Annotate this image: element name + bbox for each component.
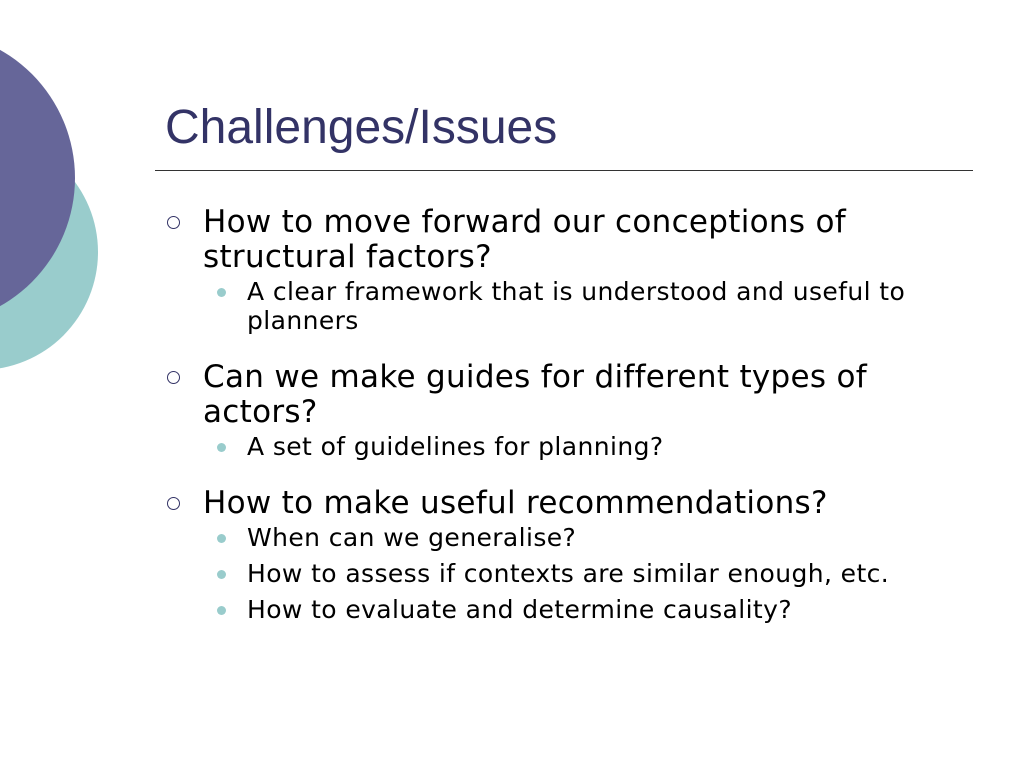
sub-bullet-list xyxy=(203,523,980,624)
sub-bullet-list xyxy=(203,432,980,461)
dot-bullet-icon xyxy=(217,534,226,543)
decorative-circles xyxy=(0,0,120,420)
slide-title: Challenges/Issues xyxy=(165,101,558,154)
sub-bullet-text: How to evaluate and determine causality? xyxy=(247,595,793,624)
sub-bullet-text: A clear framework that is understood and useful to planners xyxy=(247,277,906,335)
dot-bullet-icon xyxy=(217,606,226,615)
bullet-list xyxy=(160,205,980,624)
dot-bullet-icon xyxy=(217,443,226,452)
sub-bullet-item xyxy=(203,523,980,552)
hollow-circle-bullet-icon xyxy=(167,216,180,229)
bullet-item xyxy=(160,360,980,461)
title-divider xyxy=(155,170,973,171)
dot-bullet-icon xyxy=(217,288,226,297)
sub-bullet-item xyxy=(203,277,980,335)
sub-bullet-text: When can we generalise? xyxy=(247,523,577,552)
bullet-text: Can we make guides for different types of actors? xyxy=(203,359,867,430)
sub-bullet-text: How to assess if contexts are similar enough, etc. xyxy=(247,559,890,588)
sub-bullet-item xyxy=(203,559,980,588)
sub-bullet-text: A set of guidelines for planning? xyxy=(247,432,664,461)
sub-bullet-list xyxy=(203,277,980,335)
bullet-text: How to move forward our conceptions of structural factors? xyxy=(203,204,846,275)
sub-bullet-item xyxy=(203,432,980,461)
bullet-item xyxy=(160,486,980,624)
bullet-text: How to make useful recommendations? xyxy=(203,485,828,521)
sub-bullet-item xyxy=(203,595,980,624)
hollow-circle-bullet-icon xyxy=(167,497,180,510)
bullet-item xyxy=(160,205,980,335)
hollow-circle-bullet-icon xyxy=(167,371,180,384)
dot-bullet-icon xyxy=(217,570,226,579)
